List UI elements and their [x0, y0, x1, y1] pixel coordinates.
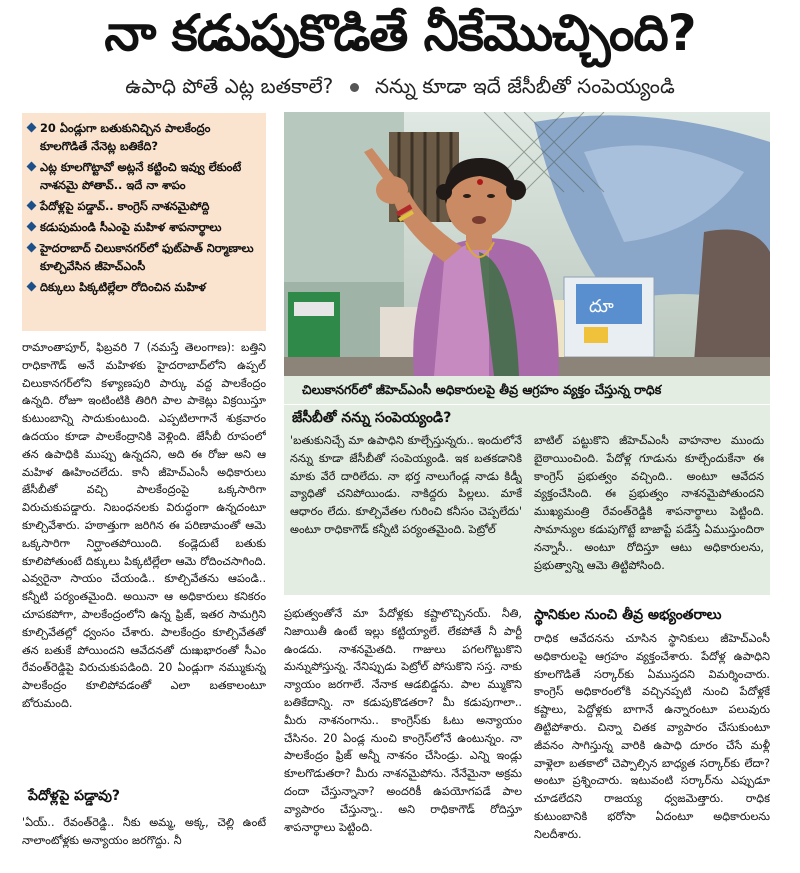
section-heading: జేసీబీతో నన్ను సంపెయ్యండి? [292, 410, 452, 426]
article-paragraph: రాధిక ఆవేదనను చూసిన స్థానికులు జీహెచ్‌ఎంసీ అధికారులపై ఆగ్రహం వ్యక్తంచేశారు. పేదోళ్ల ఉపాధిని కూలగొడితే సర్కార్‌కు ఏముస్తదని విమర్శించారు. కాంగ్రెస్‌ అధికారంలోకి వచ్చినప్పటి నుంచి పేదోళ్లకే కష్టాలు, పెద్దోళ్లకు బాగానే ఉన్నారంటూ పలువురు తిట్టిపోశారు. చిన్నా చితక వ్యాపారం చేసుకుంటూ జీవనం సాగిస్తున్న వారికి ఉపాధి దూరం చేసే మళ్లీ వాళ్లెలా బతకాలో చెప్పాల్సిన బాధ్యత సర్కార్‌కు లేదా? అంటూ ప్రశ్నించారు. ఇటువంటి సర్కార్‌ను ఎప్పుడూ చూడలేదని రాజయ్య ధ్వజమెత్తారు. రాధిక కుటుంబానికి భరోసా ఏదంటూ అధికారులను నిలదీశారు. [534, 632, 770, 841]
article-column-1 [22, 339, 266, 771]
highlight-item: పేదోళ్లపై పడ్డావ్‌.. కాంగ్రెస్‌ నాశనమైపోద్ది [28, 197, 260, 215]
news-photo [284, 112, 770, 376]
article-paragraph: 'బతుకునిచ్చే మా ఉపాధిని కూల్చేస్తున్నరు.. ఇందులోనే నన్ను కూడా జేసీబీతో సంపెయ్యండి. ఇక బతకడానికి మాకు వేరే దారిలేదు. నా భర్త నాలుగేండ్ల నాడు కిడ్నీ వ్యాధితో చనిపోయిండు. నాకిద్దరు పిల్లలు. మాకే ఆధారం లేదు. కూల్చివేతల గురించి కనీసం చెప్పలేదు' అంటూ రాధికాగౌడ్‌ కన్నీటి పర్యంతమైంది. పెట్రోల్‌ [290, 434, 522, 536]
article-column-2-bottom [284, 605, 522, 867]
highlights-box [22, 113, 266, 331]
photo-caption: చిలుకానగర్‌లో జీహెచ్‌ఎంసీ అధికారులపై తీవ్ర ఆగ్రహం వ్యక్తం చేస్తున్న రాధిక [284, 376, 770, 404]
article-column-3-bottom [534, 630, 770, 867]
highlight-item: ఎట్ల కూలగొట్టావో అట్లనే కట్టించి ఇవ్వు లేకుంటే నాశనమై పోతావ్‌.. ఇదే నా శాపం [28, 158, 260, 194]
subheadline [0, 68, 800, 104]
section-heading: పేదోళ్లపై పడ్డావు? [28, 788, 121, 804]
article-paragraph: బాటిల్‌ పట్టుకొని జీహెచ్‌ఎంసీ వాహనాల ముందు బైఠాయించింది. పేదోళ్ల గూడును కూల్చేందుకేనా ఈ కాంగ్రెస్‌ ప్రభుత్వం వచ్చింది.. అంటూ ఆవేదన వ్యక్తంచేసింది. ఈ ప్రభుత్వం నాశనమైపోతుందని ముఖ్యమంత్రి రేవంత్‌రెడ్డికి శాపనార్థాలు పెట్టింది. సామాన్యుల కడుపుగొట్టే బాజాప్టే పడేస్తే ఏముస్తుందిరా నన్నాసీ.. అంటూ రోదిస్తూ ఆటు అధికారులను, ప్రభుత్వాన్ని ఆమె తిట్టిపోసింది. [534, 434, 764, 572]
highlight-item: దిక్కులు పిక్కటిల్లేలా రోదించిన మహిళ [28, 278, 260, 296]
highlight-item: హైదరాబాద్‌ చిలుకానగర్‌లో ఫుట్‌పాత్‌ నిర్మాణాలు కూల్చివేసిన జీహెచ్‌ఎంసీ [28, 239, 260, 275]
article-paragraph: 'ఏయ్‌.. రేవంత్‌రెడ్డి.. నీకు అమ్మ, అక్క, చెల్లి ఉంటే నాలాంటోళ్లకు అన్యాయం జరగొద్దు. నీ [22, 816, 266, 847]
article-paragraph: ప్రభుత్వంతోనే మా పేదోళ్లకు కష్టాలొచ్చినయ్‌. నీతి, నిజాయితీ ఉంటే ఇల్లు కట్టియ్యాలే. లేకపోతే నీ పార్టీ ఉండదు. నాశనమైతది. గాజులు పగలగొట్టుకొని మన్నుపోస్తున్న. నేనిప్పుడు పెట్రోల్‌ పోసుకొని సస్త. నాకు న్యాయం జరగాలే. నేనాక ఆడబిడ్డను. పాల మ్ముకొని బతికేదాన్ని. నా కడుపుకొడతరా? మీ కడుపుగాలా.. మీరు నాశనంగాను.. కాంగ్రెస్‌కు ఓటు అన్యాయం చేసినం. 20 ఏండ్ల నుంచి కాంగ్రెస్‌లోనే ఉంటున్నం. నా పాలకేంద్రం ఫ్రిజ్‌ అన్నీ నాశనం చేసిండ్రు. ఎన్ని ఇండ్లు కూలగొడుతరా? మీరు నాశనమైపోను. నేనేమైనా అక్రమ దందా చేస్తున్నానా? అందరికీ ఉపయోగపడే పాల వ్యాపారం చేస్తున్నా.. అని రాధికాగౌడ్‌ రోదిస్తూ శాపనార్థాలు పెట్టింది. [284, 607, 522, 834]
article-column-2-top [290, 432, 522, 592]
woman-protesting-photo [284, 112, 770, 376]
headline: నా కడుపుకొడితే నీకేమొచ్చింది? [104, 4, 696, 62]
article-column-3-top [534, 432, 764, 592]
article-paragraph: రామాంతాపూర్‌, ఫిబ్రవరి 7 (నమస్తే తెలంగాణ): బత్తిని రాధికాగౌడ్‌ అనే మహిళకు హైదరాబాద్‌లోని ఉప్పల్‌ చిలుకానగర్‌లోని కళ్యాణపురి పార్కు వద్ద పాలకేంద్రం ఉన్నది. రోజూ ఇంటింటికి తిరిగి పాల పాకెట్లు విక్రయిస్తూ కుటుంబాన్ని సాదుకుంటుంది. ఎప్పటిలాగానే శుక్రవారం ఉదయం కూడా పాలకేంద్రానికి వెళ్లింది. జేసీబీ రూపంలో తన ఉపాధికి ముప్పు ఉన్నదని, అది ఈ రోజు అని ఆ మహిళ ఊహించలేదు. కానీ జీహెచ్‌ఎంసీ అధికారులు జేసీబీతో వచ్చి పాలకేంద్రంపై ఒక్కసారిగా విరుచుకుపడ్డారు. నిబంధనలకు విరుద్ధంగా ఉన్నదంటూ కూల్చివేశారు. హఠాత్తుగా జరిగిన ఈ పరిణామంతో ఆమె ఒక్కసారిగా నిర్ఘాంతపోయింది. కండ్లెదుటే బతుకు కూలిపోతుంటే దిక్కులు పిక్కటిల్లేలా ఆమె రోదించసాగింది. ఎవ్వరైనా సాయం చేయండి.. కూల్చివేతను ఆపండి.. కన్నీటి పర్యంతమైంది. అయినా ఆ అధికారులు కనికరం చూపకపోగా, పాలకేంద్రంలోని ఉన్న ఫ్రిజ్‌, ఇతర సామగ్రిని కూల్చివేతల్లో ధ్వంసం చేశారు. పాలకేంద్రం కూల్చివేతతో తన బతుకే పోయిందని ఆవేదనతో దుఃఖభారంతో సీఎం రేవంత్‌రెడ్డిపై విరుచుకుపడింది. 20 ఏండ్లుగా నమ్ముకున్న పాలకేంద్రం కూలిపోవడంతో ఎలా బతకాలంటూ బోరుమంది. [22, 341, 266, 710]
subhead-left: ఉపాధి పోతే ఎట్ల బతకాలే? [125, 74, 334, 98]
bullet-dot-icon [350, 83, 359, 92]
highlight-item: కడుపుమండి సీఎంపై మహిళ శాపనార్థాలు [28, 218, 260, 236]
section-heading: స్థానికుల నుంచి తీవ్ర అభ్యంతరాలు [534, 607, 722, 623]
dairy-box-sign: దూ [589, 296, 614, 317]
subhead-right: నన్ను కూడా ఇదే జేసీబీతో సంపెయ్యండి [375, 74, 675, 98]
article-column-1-continued [22, 814, 266, 866]
highlight-item: 20 ఏండ్లుగా బతుకునిచ్చిన పాలకేంద్రం కూలగొడితే నేనెట్ల బతికేది? [28, 119, 260, 155]
